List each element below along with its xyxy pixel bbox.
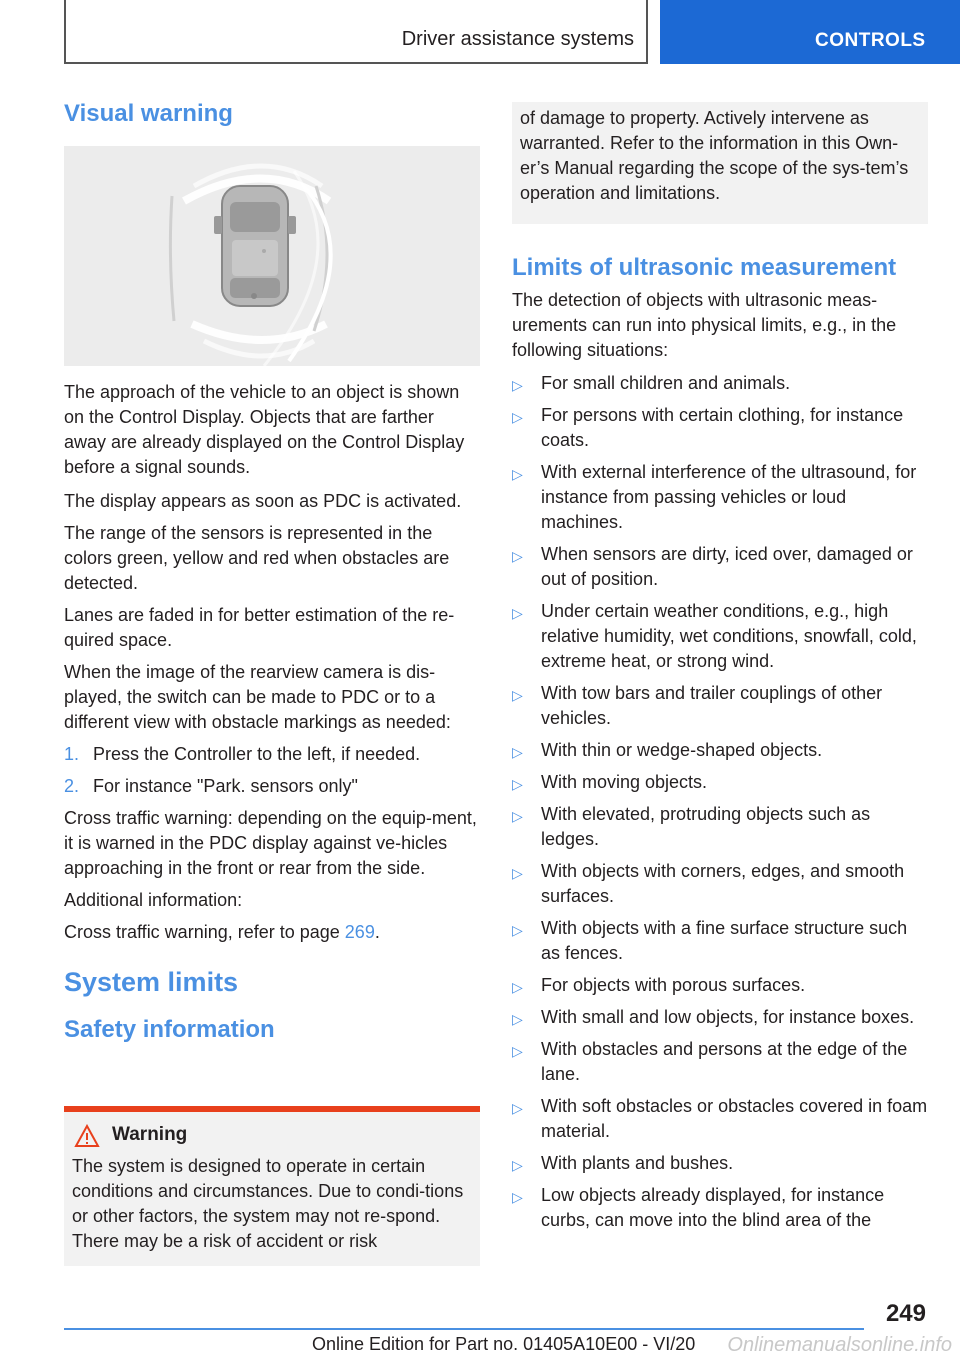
paragraph-2: The display appears as soon as PDC is activated. [64,491,462,511]
step-item [64,742,480,767]
list-item [512,802,928,852]
triangle-bullet-icon: ▷ [512,1189,523,1205]
triangle-bullet-icon: ▷ [512,548,523,564]
car-sensor-diagram [64,146,480,366]
step-text: Press the Controller to the left, if needed. [93,744,421,764]
warning-text-part1: The system is designed to operate in certain conditions and circumstances. Due to condi‐tions or other factors, the system may not re‐spond. There may be a risk of accident or risk [72,1156,464,1251]
limits-bullet-list [512,371,928,1233]
additional-info-label: Additional information: [64,890,243,910]
triangle-bullet-icon: ▷ [512,377,523,393]
list-item [512,973,928,998]
left-column [64,100,480,1044]
list-item-text: With elevated, protruding objects such as ledges. [541,804,871,849]
header-chapter-label: CONTROLS [815,30,926,51]
list-item-text: When sensors are dirty, iced over, damaged or out of position. [541,544,913,589]
list-item-text: With tow bars and trailer couplings of other vehicles. [541,683,883,728]
triangle-bullet-icon: ▷ [512,466,523,482]
steps-list [64,742,480,799]
list-item-text: With objects with corners, edges, and smooth surfaces. [541,861,905,906]
list-item-text: For persons with certain clothing, for instance coats. [541,405,904,450]
paragraph-5: When the image of the rearview camera is dis‐played, the switch can be made to PDC or to a different view with obstacle markings as needed: [64,662,451,732]
list-item [512,1151,928,1176]
parking-display-illustration [64,146,480,366]
list-item-text: With moving objects. [541,772,708,792]
list-item-text: For objects with porous surfaces. [541,975,806,995]
list-item [512,371,928,396]
header-chapter-tab[interactable] [660,0,960,64]
list-item [512,1094,928,1144]
triangle-bullet-icon: ▷ [512,808,523,824]
list-item [512,460,928,535]
list-item [512,681,928,731]
triangle-bullet-icon: ▷ [512,409,523,425]
right-column [512,102,928,1240]
list-item-text: With thin or wedge-shaped objects. [541,740,823,760]
step-text: For instance "Park. sensors only" [93,776,358,796]
triangle-bullet-icon: ▷ [512,1043,523,1059]
list-item [512,770,928,795]
list-item-text: Low objects already displayed, for instance curbs, can move into the blind area of the [541,1185,885,1230]
list-item [512,1005,928,1030]
header-section-box [64,0,648,64]
step-item [64,774,480,799]
paragraph-1: The approach of the vehicle to an object is shown on the Control Display. Objects that are farther away are already displayed on the Control Display before a signal sounds. [64,382,465,477]
triangle-bullet-icon: ▷ [512,1011,523,1027]
list-item-text: With small and low objects, for instance boxes. [541,1007,915,1027]
list-item-text: For small children and animals. [541,373,791,393]
page-link[interactable]: 269 [344,922,375,942]
warning-box [64,1106,480,1266]
list-item-text: With objects with a fine surface structure such as fences. [541,918,908,963]
list-item [512,1183,928,1233]
reference-prefix: Cross traffic warning, refer to page [64,922,345,942]
triangle-bullet-icon: ▷ [512,776,523,792]
visual-warning-heading: Visual warning [64,100,233,127]
edition-text: Online Edition for Part no. 01405A10E00 - VI/20 [312,1334,696,1354]
list-item-text: With external interference of the ultrasound, for instance from passing vehicles or loud machines. [541,462,917,532]
reference-suffix: . [374,922,380,942]
warning-title: Warning [112,1124,188,1145]
list-item-text: With soft obstacles or obstacles covered in foam material. [541,1096,928,1141]
warning-box-continued [512,102,928,224]
page-number: 249 [885,1300,926,1327]
list-item [512,916,928,966]
warning-triangle-icon [74,1124,100,1148]
cross-traffic-paragraph: Cross traffic warning: depending on the equip‐ment, it is warned in the PDC display against ve‐hicles approaching in the front or rear from the side. [64,808,477,878]
warning-text-part2: of damage to property. Actively intervene as warranted. Refer to the information in this Own‐er’s Manual regarding the scope of the sys‐tem’s operation and limitations. [520,108,909,203]
paragraph-4: Lanes are faded in for better estimation of the re‐quired space. [64,605,455,650]
list-item-text: Under certain weather conditions, e.g., high relative humidity, wet conditions, snowfall, cold, extreme heat, or strong wind. [541,601,917,671]
safety-information-heading: Safety information [64,1016,275,1043]
cross-traffic-reference [64,920,480,945]
triangle-bullet-icon: ▷ [512,979,523,995]
footer-divider [64,1328,864,1330]
watermark: Onlinemanualsonline.info [727,1334,952,1356]
ultrasonic-limits-intro: The detection of objects with ultrasonic meas‐urements can run into physical limits, e.g., in the following situations: [512,290,897,360]
triangle-bullet-icon: ▷ [512,687,523,703]
list-item [512,1037,928,1087]
paragraph-3: The range of the sensors is represented in the colors green, yellow and red when obstacles are detected. [64,523,450,593]
triangle-bullet-icon: ▷ [512,605,523,621]
list-item [512,542,928,592]
list-item-text: With obstacles and persons at the edge of the lane. [541,1039,908,1084]
triangle-bullet-icon: ▷ [512,922,523,938]
ultrasonic-limits-heading: Limits of ultrasonic measurement [512,254,897,281]
system-limits-heading: System limits [64,967,239,997]
step-number: 1. [64,744,80,764]
list-item [512,599,928,674]
triangle-bullet-icon: ▷ [512,865,523,881]
header-section-title: Driver assistance systems [401,28,634,50]
triangle-bullet-icon: ▷ [512,1157,523,1173]
list-item-text: With plants and bushes. [541,1153,734,1173]
triangle-bullet-icon: ▷ [512,744,523,760]
step-number: 2. [64,776,80,796]
list-item [512,738,928,763]
list-item [512,403,928,453]
list-item [512,859,928,909]
warning-title-row [72,1122,472,1150]
triangle-bullet-icon: ▷ [512,1100,523,1116]
